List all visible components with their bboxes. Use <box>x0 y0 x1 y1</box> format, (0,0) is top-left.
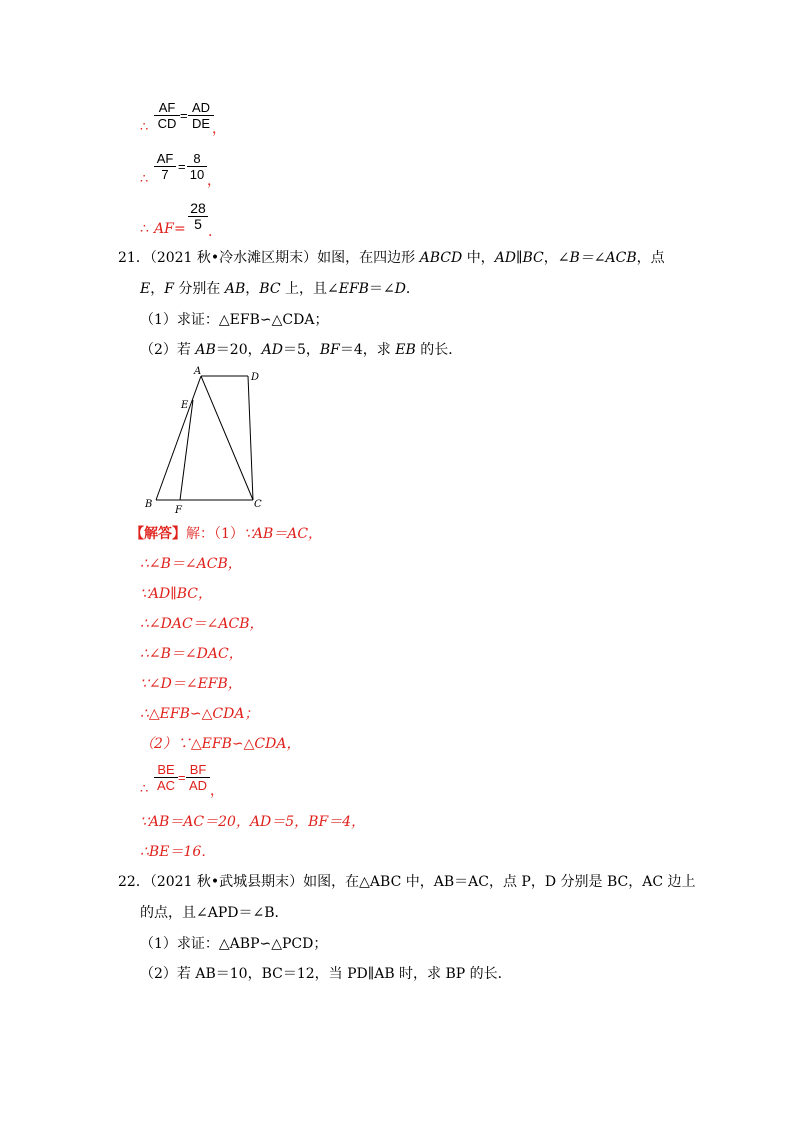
question-22-line-2: 的点，且∠APD＝∠B． <box>140 905 289 921</box>
question-22-part-2: （2）若 AB＝10，BC＝12，当 PD∥AB 时，求 BP 的长． <box>140 966 512 982</box>
equals-sign: = <box>178 159 186 174</box>
therefore-symbol: ∴ <box>140 172 149 187</box>
therefore-symbol: ∴ <box>140 120 149 135</box>
fraction: 8 10 <box>187 151 207 182</box>
answer-line-9: ∵AB＝AC＝20，AD＝5，BF＝4， <box>140 814 366 830</box>
label-d: D <box>251 372 260 383</box>
therefore-symbol: ∴ <box>140 782 149 797</box>
comma: ， <box>207 173 221 189</box>
answer-line-2: ∴∠B＝∠ACB， <box>140 556 242 572</box>
question-22-line-1: 22．（2021 秋•武城县期末）如图，在△ABC 中，AB＝AC，点 P，D 分别是 BC，AC 边上 <box>118 874 696 890</box>
answer-line-8: （2）∵△EFB∽△CDA， <box>140 736 301 752</box>
fraction: AF 7 <box>154 151 176 182</box>
therefore-symbol: ∴ <box>140 221 149 237</box>
fraction: 28 5 <box>188 201 208 232</box>
fraction: BF AD <box>186 762 210 793</box>
label-a: A <box>194 366 202 377</box>
fraction: AD DE <box>188 100 214 131</box>
answer-line-3: ∵AD∥BC， <box>140 586 212 602</box>
comma: ， <box>210 783 224 799</box>
answer-line-5: ∴∠B＝∠DAC， <box>140 646 243 662</box>
equals-sign: = <box>174 221 186 237</box>
answer-line-10: ∴BE＝16． <box>140 844 216 860</box>
segment-ab <box>156 376 201 500</box>
question-22-part-1: （1）求证：△ABP∽△PCD； <box>140 936 328 952</box>
equals-sign: = <box>180 108 188 123</box>
question-21-part-1: （1）求证：△EFB∽△CDA； <box>140 312 329 328</box>
answer-line-6: ∵∠D＝∠EFB， <box>140 676 242 692</box>
answer-tag: 【解答】 <box>130 526 186 542</box>
answer-line-1: 【解答】解：（1）∵AB＝AC， <box>130 526 323 542</box>
quadrilateral-figure <box>140 360 280 520</box>
equals-sign: = <box>178 770 186 785</box>
label-c: C <box>254 499 262 510</box>
period: ． <box>208 224 222 240</box>
segment-ac <box>201 376 253 500</box>
fraction: BE AC <box>154 762 178 793</box>
label-e: E <box>181 400 189 411</box>
answer-line-7: ∴△EFB∽△CDA； <box>140 706 259 722</box>
label-b: B <box>145 499 153 510</box>
fraction: AF CD <box>154 100 180 131</box>
variable-af: AF <box>154 221 174 237</box>
answer-line-4: ∴∠DAC＝∠ACB， <box>140 616 264 632</box>
segment-dc <box>248 376 253 500</box>
question-21-part-2: （2）若 AB＝20，AD＝5，BF＝4，求 EB 的长． <box>140 342 463 358</box>
question-21-line-2: E，F 分别在 AB，BC 上，且∠EFB＝∠D． <box>140 281 420 297</box>
comma: ， <box>212 121 226 137</box>
label-f: F <box>175 505 182 516</box>
question-21-line-1: 21．（2021 秋•冷水滩区期末）如图，在四边形 ABCD 中，AD∥BC，∠B＝∠ACB，点 <box>118 250 665 266</box>
